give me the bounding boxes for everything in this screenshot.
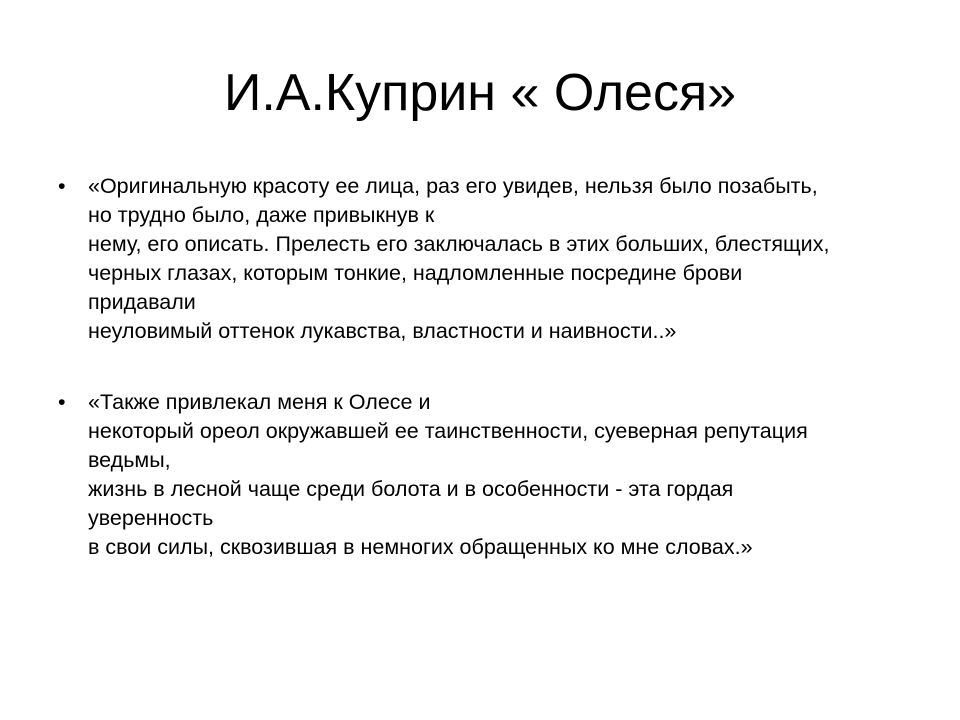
quote-line: неуловимый оттенок лукавства, властности и наивности..»	[88, 319, 677, 343]
quote-line: «Оригинальную красоту ее лица, раз его увидев, нельзя было позабыть,	[88, 174, 818, 198]
quote-line: черных глазах, которым тонкие, надломленные посредине брови	[88, 261, 743, 285]
quote-line: ведьмы,	[88, 448, 171, 472]
bullet-icon: •	[58, 390, 66, 414]
quote-line: но трудно было, даже привыкнув к	[88, 203, 435, 227]
quote-line: жизнь в лесной чаще среди болота и в особенности - эта гордая	[88, 477, 734, 501]
slide-title: И.А.Куприн « Олеся»	[223, 64, 737, 122]
quote-line: «Также привлекал меня к Олесе и	[88, 390, 431, 414]
quote-line: нему, его описать. Прелесть его заключалась в этих больших, блестящих,	[88, 232, 830, 256]
quote-line: в свои силы, сквозившая в немногих обращенных ко мне словах.»	[88, 535, 753, 559]
quote-line: придавали	[88, 290, 196, 314]
bullet-icon: •	[58, 174, 66, 198]
quote-line: уверенность	[88, 506, 214, 530]
quote-line: некоторый ореол окружавшей ее таинственности, суеверная репутация	[88, 419, 808, 443]
bullet-list	[58, 172, 908, 562]
bullet-item-1	[58, 172, 908, 346]
bullet-item-2	[58, 388, 908, 562]
